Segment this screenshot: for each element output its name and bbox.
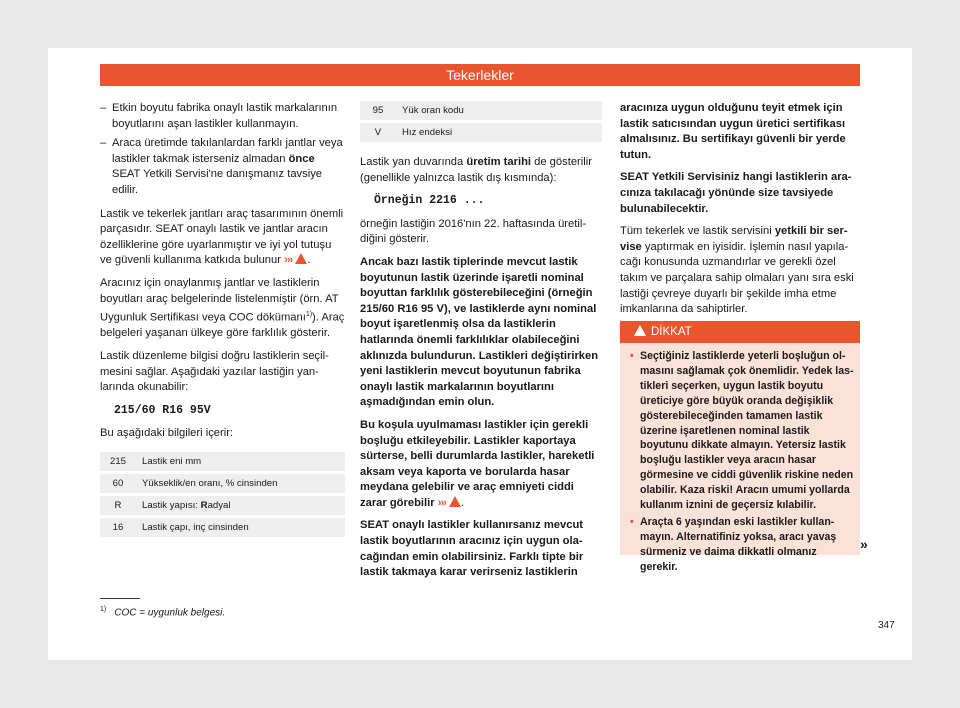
table-row: V Hız endeksi bbox=[360, 122, 602, 144]
warning-box bbox=[620, 321, 860, 573]
warning-icon bbox=[449, 496, 461, 507]
paragraph: Ancak bazı lastik tiplerinde mevcut lastik boyutunun lastik üzerinde işaretli nominal boyuttan farklılık gösterebileceğini (örneğin 215/60 R16 95 V), ve lastiklerde aynı nominal boyut işaretlenmiş olsa da lastiklerin hatlarında önemli farklılıklar olabileceğini aklınızda bulundurun. Lastikleri değiştirirken yeni lastiklerin mevcut boyutunun fabrika onaylı lastik markalarının boyutlarını aşmadığından emin olun. bbox=[360, 255, 599, 409]
paragraph: Aracınız için onaylanmış jantlar ve lastiklerin boyutları araç belgelerinde listelenmiştir (örn. AT Uygunluk Sertifikası veya COC dökümanı$^{1)}$). Araç belgeleri yaşanan ülkeye göre farklılık gösterir. bbox=[100, 276, 345, 340]
list-item: • Seçtiğiniz lastiklerde yeterli boşluğun olmasını sağlamak çok önemlidir. Yedek lastikleri seçerken, uygun lastik boyutu üreticiye göre büyük oranda değişiklik gösterebileceğinden tamamen lastik üzerine işaretlenen nominal lastik boyutunu dikkate almayın. Yetersiz lastik boşluğu lastikler veya aracın hasar görmesine ve ciddi güvenlik riskine neden olabilir. Kaza riski! Aracın umumi yollarda kullanım iznini de geçersiz kılabilir. bbox=[630, 349, 854, 513]
paragraph: Lastik yan duvarında üretim tarihi de gösterilir (genellikle yalnızca lastik dış kısmında): bbox=[360, 156, 592, 184]
footnote-divider bbox=[100, 598, 140, 599]
paragraph: Bu koşula uyulmaması lastikler için gerekli boşluğu etkileyebilir. Lastikler kaportaya sürterse, belli durumlarda lastikler, hareketli aksam veya kaporta ve borularda hasar meydana gelebilir ve araç emniyeti ciddi zarar görebilir ››› . bbox=[360, 418, 595, 509]
list-item: – Araca üretimde takılanlardan farklı jantlar veya lastikler takmak isterseniz almadan önce SEAT Yetkili Servisi'ne danışmanız tavsiye edilir. bbox=[100, 137, 343, 196]
reference-arrows[interactable]: ››› bbox=[284, 254, 293, 267]
table-row: 95 Yük oran kodu bbox=[360, 101, 602, 122]
table-row: 215 Lastik eni mm bbox=[100, 452, 345, 473]
footnote: $^{1)}$ COC = uygunluk belgesi. bbox=[100, 606, 226, 619]
list-item-text: Etkin boyutu fabrika onaylı lastik markalarının boyutlarını aşan lastikler kullanmayın. bbox=[112, 102, 338, 130]
warning-header: DİKKAT bbox=[620, 321, 860, 343]
reference-arrows[interactable]: ››› bbox=[437, 496, 446, 509]
tire-spec-table bbox=[100, 452, 345, 540]
warning-icon bbox=[295, 253, 307, 264]
column-1 bbox=[100, 101, 345, 546]
tire-code: 215/60 R16 95V bbox=[114, 403, 211, 417]
tire-spec-table-continued bbox=[360, 101, 602, 145]
table-row: 16 Lastik çapı, inç cinsinden bbox=[100, 517, 345, 539]
table-row: R Lastik yapısı: Radyal bbox=[100, 495, 345, 517]
paragraph: Tüm tekerlek ve lastik servisini yetkili bir servise yaptırmak en iyisidir. İşlemin nasıl yapılacağı konusunda uzmandırlar ve gerekli özel takım ve parçalara sahip olmaları yanı sıra eski lastiği çevreye duyarlı bir şekilde imha etme imkanlarına da sahiptirler. bbox=[620, 225, 854, 316]
paragraph: SEAT onaylı lastikler kullanırsanız mevcut lastik boyutlarının aracınız için uygun olacağından emin olabilirsiniz. Farklı tipte bir lastik takmaya karar verirseniz lastiklerin bbox=[360, 519, 584, 579]
warning-list bbox=[630, 349, 854, 575]
paragraph: aracınıza uygun olduğunu teyit etmek için lastik satıcısından uygun üretici sertifikası almalısınız. Bu sertifikayı güvenli bir yerde tutun. bbox=[620, 102, 846, 161]
paragraph: Lastik ve tekerlek jantları araç tasarımının önemli parçasıdır. SEAT onaylı lastik ve jantlar aracın özelliklerine göre uyarlanmıştır ve iyi yol tutuşu ve güvenli kullanıma katkıda bulunur ››› . bbox=[100, 207, 344, 267]
table-row: 60 Yükseklik/en oranı, % cinsinden bbox=[100, 473, 345, 495]
continue-icon: » bbox=[860, 536, 868, 552]
date-code: Örneğin 2216 ... bbox=[374, 194, 485, 208]
page-header: Tekerlekler bbox=[100, 64, 860, 86]
paragraph: Lastik düzenleme bilgisi doğru lastiklerin seçilmesini sağlar. Aşağıdaki yazılar lastiğin yanlarında okunabilir: bbox=[100, 350, 329, 394]
column-3 bbox=[620, 101, 860, 325]
paragraph: Bu aşağıdaki bilgileri içerir: bbox=[100, 427, 234, 440]
page-number: 347 bbox=[878, 620, 895, 631]
paragraph: SEAT Yetkili Servisiniz hangi lastiklerin aracınıza takılacağı yönünde size tavsiyede bulunabilecektir. bbox=[620, 171, 852, 215]
footnote-ref: 1) bbox=[305, 311, 313, 319]
list-item: • Araçta 6 yaşından eski lastikler kullanmayın. Alternatifiniz yoksa, aracı yavaş sürmeniz ve daima dikkatli olmanız gerekir. bbox=[630, 515, 854, 575]
column-2 bbox=[360, 101, 602, 588]
paragraph: örneğin lastiğin 2016'nın 22. haftasında üretildiğini gösterir. bbox=[360, 217, 587, 246]
list-item: – Etkin boyutu fabrika onaylı lastik markalarının boyutlarını aşan lastikler kullanmayın. bbox=[100, 101, 345, 132]
warning-icon bbox=[634, 325, 646, 336]
